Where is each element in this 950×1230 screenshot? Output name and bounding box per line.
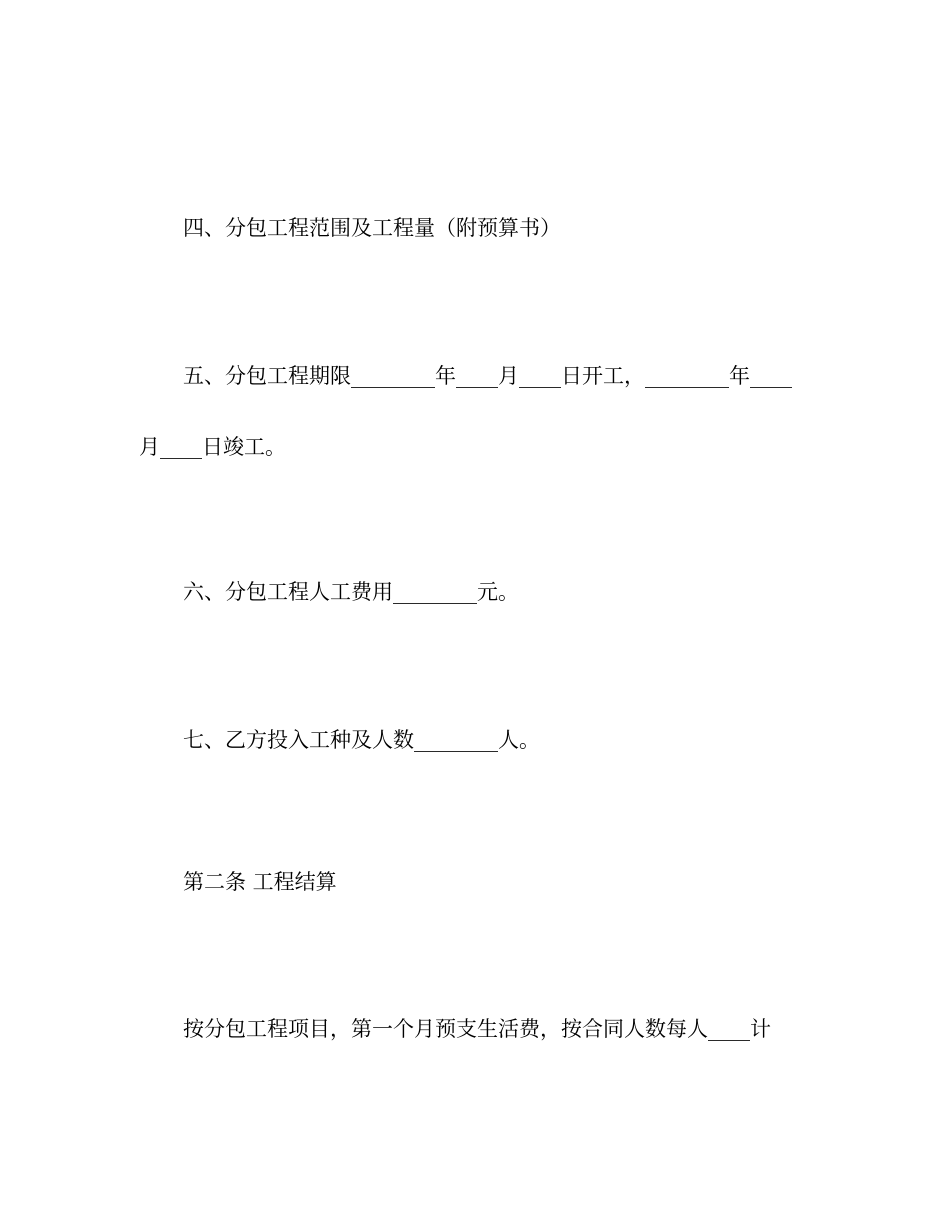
clause-5-period-continued: 月____日竣工。 [139,435,286,459]
clause-4-scope: 四、分包工程范围及工程量（附预算书） [183,216,561,240]
clause-6-labor-cost: 六、分包工程人工费用________元。 [183,580,519,604]
clause-7-workers: 七、乙方投入工种及人数________人。 [183,728,540,752]
article-2-heading: 第二条 工程结算 [183,870,337,894]
settlement-paragraph: 按分包工程项目，第一个月预支生活费，按合同人数每人____计 [183,1017,771,1041]
clause-5-period: 五、分包工程期限________年____月____日开工，________年____ [183,364,792,388]
